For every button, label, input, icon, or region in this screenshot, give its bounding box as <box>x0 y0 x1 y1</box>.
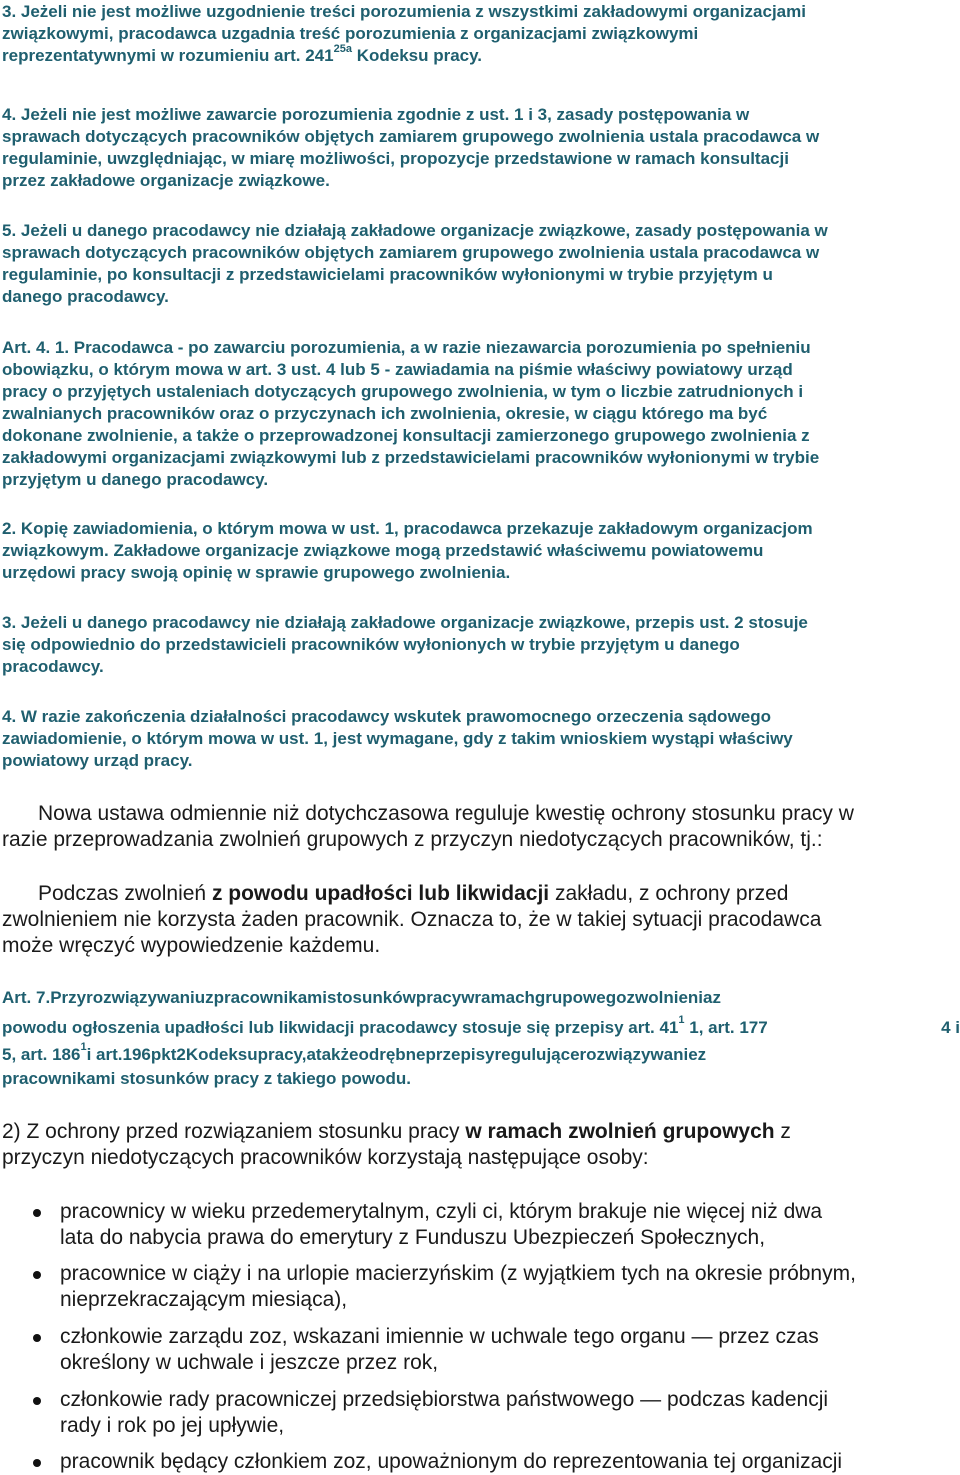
list-item <box>0 1199 960 1251</box>
nowa-ustawa-paragraph <box>2 801 960 853</box>
art4-1-line-4: zwalnianych pracowników oraz o przyczynach ich zwolnienia, okresie, w ciągu którego ma być <box>2 404 768 423</box>
art4-1-line-6: zakładowymi organizacjami związkowymi lub z przedstawicielami pracowników wyłonionymi w trybie <box>2 448 820 467</box>
list-item <box>0 1387 960 1439</box>
list-item-line: rady i rok po jej upływie, <box>60 1414 285 1437</box>
list-item-line: pracownik będący członkiem zoz, upoważnionym do reprezentowania tej organizacji <box>60 1450 843 1473</box>
bullet-icon <box>33 1459 41 1467</box>
art4-3-line-1: 3. Jeżeli u danego pracodawcy nie działają zakładowe organizacje związkowe, przepis ust. 2 stosuje <box>2 613 808 632</box>
art7-word: rozwiązywaniu <box>86 988 206 1007</box>
art7-word: z <box>205 988 214 1007</box>
article-4-section-4 <box>2 706 960 772</box>
art4-1-line-5: dokonane zwolnienie, a także o przeprowadzonej konsultacji zamierzonego grupowego zwolnienia z <box>2 426 810 445</box>
art4-4-line-2: zawiadomienie, o którym mowa w ust. 1, jest wymagane, gdy z takim wnioskiem wystąpi właściwy <box>2 729 793 748</box>
list-item-line: lata do nabycia prawa do emerytury z Funduszu Ubezpieczeń Społecznych, <box>60 1226 766 1249</box>
art4-2-line-1: 2. Kopię zawiadomienia, o którym mowa w ust. 1, pracodawca przekazuje zakładowym organizacjom <box>2 519 813 538</box>
p4-line-1: 4. Jeżeli nie jest możliwe zawarcie porozumienia zgodnie z ust. 1 i 3, zasady postępowania w <box>2 105 750 124</box>
nowa-line-2: razie przeprowadzania zwolnień grupowych z przyczyn niedotyczących pracowników, tj.: <box>2 828 823 851</box>
art7-word: Kodeksu <box>185 1045 258 1064</box>
art7-word: Przy <box>50 988 87 1007</box>
p3-line-3: reprezentatywnymi w rozumieniu art. $241^{25a}$ Kodeksu pracy. <box>2 43 483 65</box>
art7-word: pracy, <box>257 1045 307 1064</box>
podczas-zwolnien-paragraph <box>2 881 960 959</box>
p3-line-1: 3. Jeżeli nie jest możliwe uzgodnienie treści porozumienia z wszystkimi zakładowymi organizacjami <box>2 2 806 21</box>
art7-word: z <box>712 988 721 1007</box>
art7-word: pracownikami <box>213 988 328 1007</box>
article-4-section-3 <box>2 612 960 678</box>
art7-line-4: pracownikami stosunków pracy z takiego powodu. <box>2 1069 412 1088</box>
art7-word: 5, art. $186^1$ <box>2 1041 87 1064</box>
art7-word: i art. <box>86 1045 123 1064</box>
art4-3-line-3: pracodawcy. <box>2 657 104 676</box>
art4-2-line-3: urzędowi pracy swoją opinię w sprawie grupowego zwolnienia. <box>2 563 511 582</box>
art7-line-2: powodu ogłoszenia upadłości lub likwidacji pracodawcy stosuje się przepisy art. $41^1$ 1, art. 177 4 i <box>2 1014 960 1037</box>
article-4-section-1 <box>2 337 960 491</box>
list-item-line: określony w uchwale i jeszcze przez rok, <box>60 1351 439 1374</box>
art7-word: odrębne <box>358 1045 426 1064</box>
podczas-line-1: Podczas zwolnień z powodu upadłości lub likwidacji zakładu, z ochrony przed <box>38 882 789 905</box>
protected-persons-list <box>0 1199 960 1475</box>
p5-line-4: danego pracodawcy. <box>2 287 169 306</box>
art7-line-3 <box>2 1041 960 1065</box>
p5-line-2: sprawach dotyczących pracowników objętych zamiarem grupowego zwolnienia ustala pracodawca w <box>2 243 820 262</box>
art7-word: zwolnienia <box>626 988 713 1007</box>
list-item <box>0 1449 960 1475</box>
art7-word: w <box>461 988 475 1007</box>
art4-2-line-2: związkowym. Zakładowe organizacje związkowe mogą przedstawić właściwemu powiatowemu <box>2 541 764 560</box>
art4-4-line-3: powiatowy urząd pracy. <box>2 751 193 770</box>
art4-4-line-1: 4. W razie zakończenia działalności pracodawcy wskutek prawomocnego orzeczenia sądowego <box>2 707 772 726</box>
bullet-icon <box>33 1397 41 1405</box>
list-item <box>0 1324 960 1376</box>
bankruptcy-emphasis: z powodu upadłości lub likwidacji <box>211 882 550 905</box>
p4-line-2: sprawach dotyczących pracowników objętych zamiarem grupowego zwolnienia ustala pracodawca w <box>2 127 820 146</box>
p3-line-2: związkowymi, pracodawca uzgadnia treść porozumienia z organizacjami związkowymi <box>2 24 699 43</box>
podczas-line-3: może wręczyć wypowiedzenie każdemu. <box>2 934 381 957</box>
list-item-line: pracownice w ciąży i na urlopie macierzyńskim (z wyjątkiem tych na okresie próbnym, <box>60 1262 856 1285</box>
ochrona-line-2: przyczyn niedotyczących pracowników korzystają następujące osoby: <box>2 1146 649 1169</box>
p4-line-3: regulaminie, uwzględniając, w miarę możliwości, propozycje przedstawione w ramach konsultacji <box>2 149 789 168</box>
art7-superscript-2: 1 <box>80 1041 87 1054</box>
art7-line-1 <box>2 988 960 1008</box>
art7-superscript-1: 1 <box>678 1014 685 1027</box>
art7-word: pkt <box>150 1045 177 1064</box>
bullet-icon <box>33 1271 41 1279</box>
article-4-section-2 <box>2 518 960 584</box>
list-item-line: członkowie zarządu zoz, wskazani imiennie w uchwale tego organu — przez czas <box>60 1325 819 1348</box>
article-superscript: 25a <box>333 43 352 56</box>
ochrona-line-1: 2) Z ochrony przed rozwiązaniem stosunku pracy w ramach zwolnień grupowych z <box>2 1120 791 1143</box>
art7-word: grupowego <box>534 988 627 1007</box>
art7-word: 2 <box>176 1045 186 1064</box>
ochrona-paragraph <box>2 1119 960 1171</box>
art4-1-line-7: przyjętym u danego pracodawcy. <box>2 470 269 489</box>
p5-line-3: regulaminie, po konsultacji z przedstawicielami pracowników wyłonionymi w trybie przyjętym u <box>2 265 773 284</box>
podczas-line-2: zwolnieniem nie korzysta żaden pracownik. Oznacza to, że w takiej sytuacji pracodawca <box>2 908 822 931</box>
p4-line-4: przez zakładowe organizacje związkowe. <box>2 171 330 190</box>
bullet-icon <box>33 1334 41 1342</box>
list-item-line: pracownicy w wieku przedemerytalnym, czyli ci, którym brakuje nie więcej niż dwa <box>60 1200 823 1223</box>
art7-word: stosunków <box>327 988 416 1007</box>
list-item-line: nieprzekraczającym miesiąca), <box>60 1288 348 1311</box>
art7-word: a <box>306 1045 316 1064</box>
paragraph-3 <box>2 1 960 67</box>
paragraph-5 <box>2 220 960 308</box>
bullet-icon <box>33 1209 41 1217</box>
art7-word: 196 <box>122 1045 151 1064</box>
art4-1-line-1: Art. 4. 1. Pracodawca - po zawarciu porozumienia, a w razie niezawarcia porozumienia po spełnieniu <box>2 338 811 357</box>
art4-3-line-2: się odpowiednio do przedstawicieli pracowników wyłonionych w trybie przyjętym u danego <box>2 635 740 654</box>
group-layoff-emphasis: w ramach zwolnień grupowych <box>465 1120 775 1143</box>
art7-word: ramach <box>474 988 535 1007</box>
list-item-line: członkowie rady pracowniczej przedsiębiorstwa państwowego — podczas kadencji <box>60 1388 829 1411</box>
art7-word: regulujące <box>494 1045 580 1064</box>
paragraph-4 <box>2 104 960 192</box>
art7-word: z <box>697 1045 707 1064</box>
art7-word: także <box>315 1045 359 1064</box>
p5-line-1: 5. Jeżeli u danego pracodawcy nie działają zakładowe organizacje związkowe, zasady postępowania w <box>2 221 828 240</box>
list-item <box>0 1261 960 1313</box>
art7-word: pracy <box>415 988 462 1007</box>
nowa-line-1: Nowa ustawa odmiennie niż dotychczasowa reguluje kwestię ochrony stosunku pracy w <box>38 802 854 825</box>
art4-1-line-2: obowiązku, o którym mowa w art. 3 ust. 4 lub 5 - zawiadamia na piśmie właściwy powiatowy urząd <box>2 360 793 379</box>
art7-word: rozwiązywanie <box>579 1045 698 1064</box>
art7-word: przepisy <box>425 1045 495 1064</box>
art7-word: Art. 7. <box>2 988 51 1007</box>
art4-1-line-3: pracy o przyjętych ustaleniach dotyczących grupowego zwolnienia, w tym o liczbie zatrudnionych i <box>2 382 804 401</box>
